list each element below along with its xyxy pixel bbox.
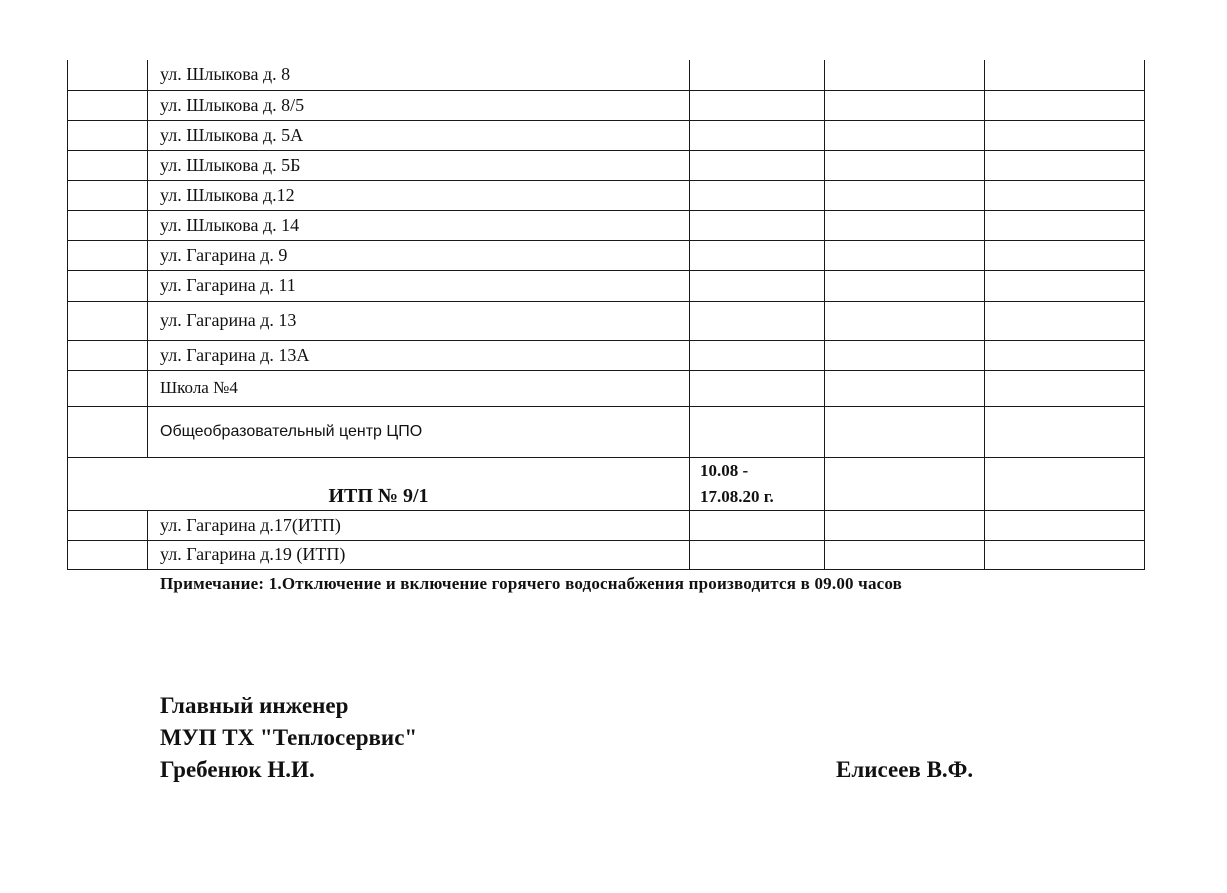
empty-cell <box>985 120 1145 150</box>
table-row <box>68 406 1145 457</box>
empty-cell <box>690 370 825 406</box>
table-row <box>68 180 1145 210</box>
address-cell: ул. Шлыкова д. 14 <box>148 210 690 240</box>
empty-cell <box>68 90 148 120</box>
empty-cell <box>825 540 985 569</box>
empty-cell <box>825 510 985 540</box>
empty-cell <box>825 370 985 406</box>
empty-cell <box>690 60 825 90</box>
empty-cell <box>985 270 1145 301</box>
empty-cell <box>825 270 985 301</box>
empty-cell <box>690 540 825 569</box>
empty-cell <box>985 240 1145 270</box>
table-row <box>68 90 1145 120</box>
empty-cell <box>68 150 148 180</box>
empty-cell <box>825 120 985 150</box>
empty-cell <box>690 150 825 180</box>
empty-cell <box>690 301 825 340</box>
empty-cell <box>68 301 148 340</box>
address-cell: ул. Гагарина д. 13А <box>148 340 690 370</box>
note-text: Примечание: 1.Отключение и включение горячего водоснабжения производится в 09.00 часов <box>160 574 903 593</box>
itp-date-end: 17.08.20 г. <box>700 486 774 506</box>
empty-cell <box>985 406 1145 457</box>
empty-cell <box>690 240 825 270</box>
empty-cell <box>825 340 985 370</box>
address-cell: ул. Гагарина д. 13 <box>148 301 690 340</box>
empty-cell <box>690 90 825 120</box>
empty-cell <box>825 150 985 180</box>
empty-cell <box>825 210 985 240</box>
empty-cell <box>985 301 1145 340</box>
empty-cell <box>985 60 1145 90</box>
address-cell: ул. Шлыкова д. 5А <box>148 120 690 150</box>
empty-cell <box>985 457 1145 510</box>
empty-cell <box>985 180 1145 210</box>
signer-organization: МУП ТХ "Теплосервис" <box>160 725 418 750</box>
empty-cell <box>690 340 825 370</box>
empty-cell <box>825 457 985 510</box>
table-row <box>68 301 1145 340</box>
table-row <box>68 340 1145 370</box>
empty-cell <box>68 60 148 90</box>
empty-cell <box>68 540 148 569</box>
itp-header-row <box>68 457 1145 510</box>
table-row <box>68 150 1145 180</box>
schedule-table <box>67 60 1145 570</box>
signer-position: Главный инженер <box>160 693 349 718</box>
signer-name: Гребенюк Н.И. <box>160 757 315 782</box>
address-cell: ул. Гагарина д.17(ИТП) <box>148 510 690 540</box>
address-cell: ул. Гагарина д.19 (ИТП) <box>148 540 690 569</box>
empty-cell <box>690 270 825 301</box>
empty-cell <box>985 210 1145 240</box>
empty-cell <box>68 120 148 150</box>
empty-cell <box>690 120 825 150</box>
address-cell: Общеобразовательный центр ЦПО <box>148 406 690 457</box>
empty-cell <box>985 370 1145 406</box>
address-cell: ул. Гагарина д. 9 <box>148 240 690 270</box>
address-cell: ул. Шлыкова д.12 <box>148 180 690 210</box>
address-cell: Школа №4 <box>148 370 690 406</box>
table-row <box>68 540 1145 569</box>
signature-name-right: Елисеев В.Ф. <box>836 757 974 782</box>
empty-cell <box>825 60 985 90</box>
empty-cell <box>985 540 1145 569</box>
empty-cell <box>68 270 148 301</box>
empty-cell <box>985 340 1145 370</box>
table-row <box>68 120 1145 150</box>
empty-cell <box>985 90 1145 120</box>
empty-cell <box>690 180 825 210</box>
empty-cell <box>68 210 148 240</box>
address-cell: ул. Шлыкова д. 8 <box>148 60 690 90</box>
address-cell: ул. Шлыкова д. 5Б <box>148 150 690 180</box>
address-cell: ул. Гагарина д. 11 <box>148 270 690 301</box>
table-row <box>68 210 1145 240</box>
empty-cell <box>68 340 148 370</box>
itp-date-start: 10.08 - <box>700 460 749 480</box>
table-row <box>68 270 1145 301</box>
empty-cell <box>68 370 148 406</box>
itp-label: ИТП № 9/1 <box>68 457 690 510</box>
empty-cell <box>985 510 1145 540</box>
empty-cell <box>825 406 985 457</box>
empty-cell <box>690 406 825 457</box>
table-row <box>68 240 1145 270</box>
empty-cell <box>825 240 985 270</box>
empty-cell <box>985 150 1145 180</box>
empty-cell <box>825 90 985 120</box>
itp-date-cell <box>690 457 825 510</box>
table-row <box>68 60 1145 90</box>
table-row <box>68 370 1145 406</box>
empty-cell <box>690 210 825 240</box>
empty-cell <box>825 301 985 340</box>
empty-cell <box>68 180 148 210</box>
empty-cell <box>68 240 148 270</box>
empty-cell <box>68 406 148 457</box>
empty-cell <box>825 180 985 210</box>
empty-cell <box>68 510 148 540</box>
table-row <box>68 510 1145 540</box>
address-cell: ул. Шлыкова д. 8/5 <box>148 90 690 120</box>
signature-block-left <box>160 690 417 786</box>
empty-cell <box>690 510 825 540</box>
